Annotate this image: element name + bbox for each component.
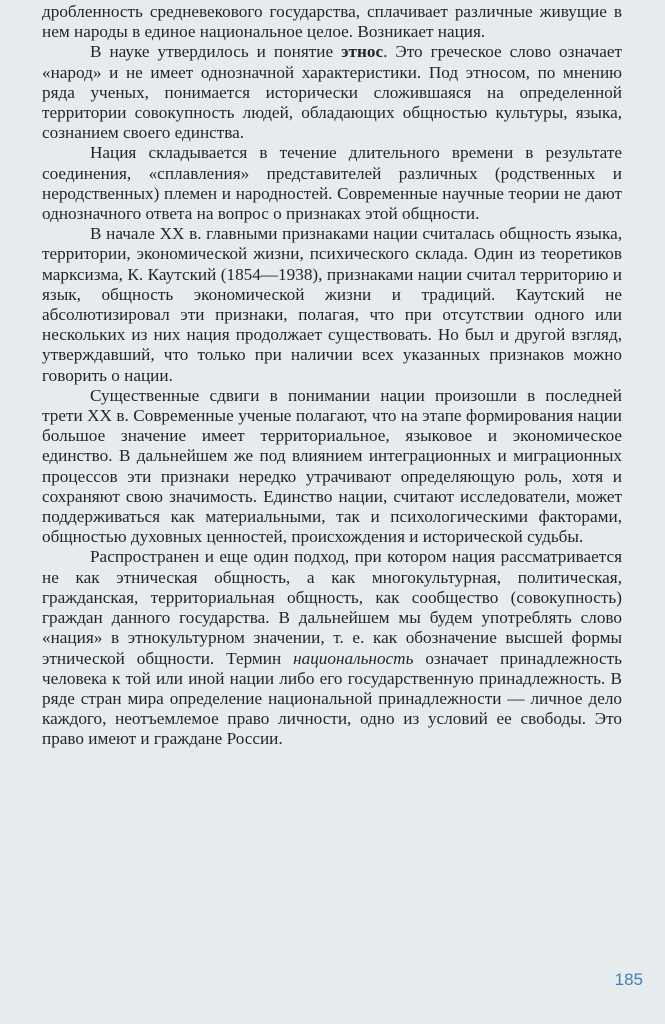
page-number: 185 [614, 970, 643, 989]
text-run: Распространен и еще один подход, при котором нация рассматривается не как этническая общность, а как многокультурная, политическая, гражданская, территориальная общность, как сообщество (совокупность) граждан данного государства. В дальнейшем мы будем употреблять слово «нация» в этнокультурном значении, т. е. как обозначение высшей формы этнической общности. Термин [42, 547, 622, 668]
paragraph [42, 386, 622, 548]
paragraph [42, 143, 622, 224]
text-run: Нация складывается в течение длительного времени в результате соединения, «сплавления» представителей различных (родственных и неродственных) племен и народностей. Современные научные теории не дают однозначного ответа на вопрос о признаках этой общности. [42, 143, 622, 224]
text-run: . Это греческое слово означает «народ» и не имеет однозначной характеристики. Под этносом, по мнению ряда ученых, понимается исторически сложившаяся на определенной территории совокупность людей, обладающих общностью культуры, языка, сознанием своего единства. [42, 42, 622, 143]
paragraph [42, 42, 622, 143]
paragraph [42, 224, 622, 386]
text-run: В начале XX в. главными признаками нации считалась общность языка, территории, экономической жизни, психического склада. Один из теоретиков марксизма, К. Каутский (1854—1938), признаками нации считал территорию и язык, общность экономической жизни и традиций. Каутский не абсолютизировал эти признаки, полагая, что при отсутствии одного или нескольких из них нация продолжает существовать. Но был и другой взгляд, утверждавший, что только при наличии всех указанных признаков можно говорить о нации. [42, 224, 622, 385]
text-run: означает принадлежность человека к той или иной нации либо его государственную принадлежность. В ряде стран мира определение национальной принадлежности — личное дело каждого, неотъемлемое право личности, одно из условий ее свободы. Это право имеют и граждане России. [42, 648, 622, 749]
term-italic: национальность [293, 648, 414, 668]
text-run: Существенные сдвиги в понимании нации произошли в последней трети XX в. Современные ученые полагают, что на этапе формирования нации большое значение имеет территориальное, языковое и экономическое единство. В дальнейшем же под влиянием интеграционных и миграционных процессов эти признаки нередко утрачивают определяющую роль, хотя и сохраняют свою значимость. Единство нации, считают исследователи, может поддерживаться как материальными, так и психологическими факторами, общностью духовных ценностей, происхождения и исторической судьбы. [42, 385, 622, 547]
paragraph [42, 2, 622, 42]
text-run: В науке утвердилось и понятие [90, 42, 342, 62]
paragraph [42, 547, 622, 749]
term-bold: этнос [341, 42, 384, 62]
body-text [42, 2, 622, 750]
text-run: дробленность средневекового государства, сплачивает различные живущие в нем народы в единое национальное целое. Возникает нация. [42, 2, 622, 42]
